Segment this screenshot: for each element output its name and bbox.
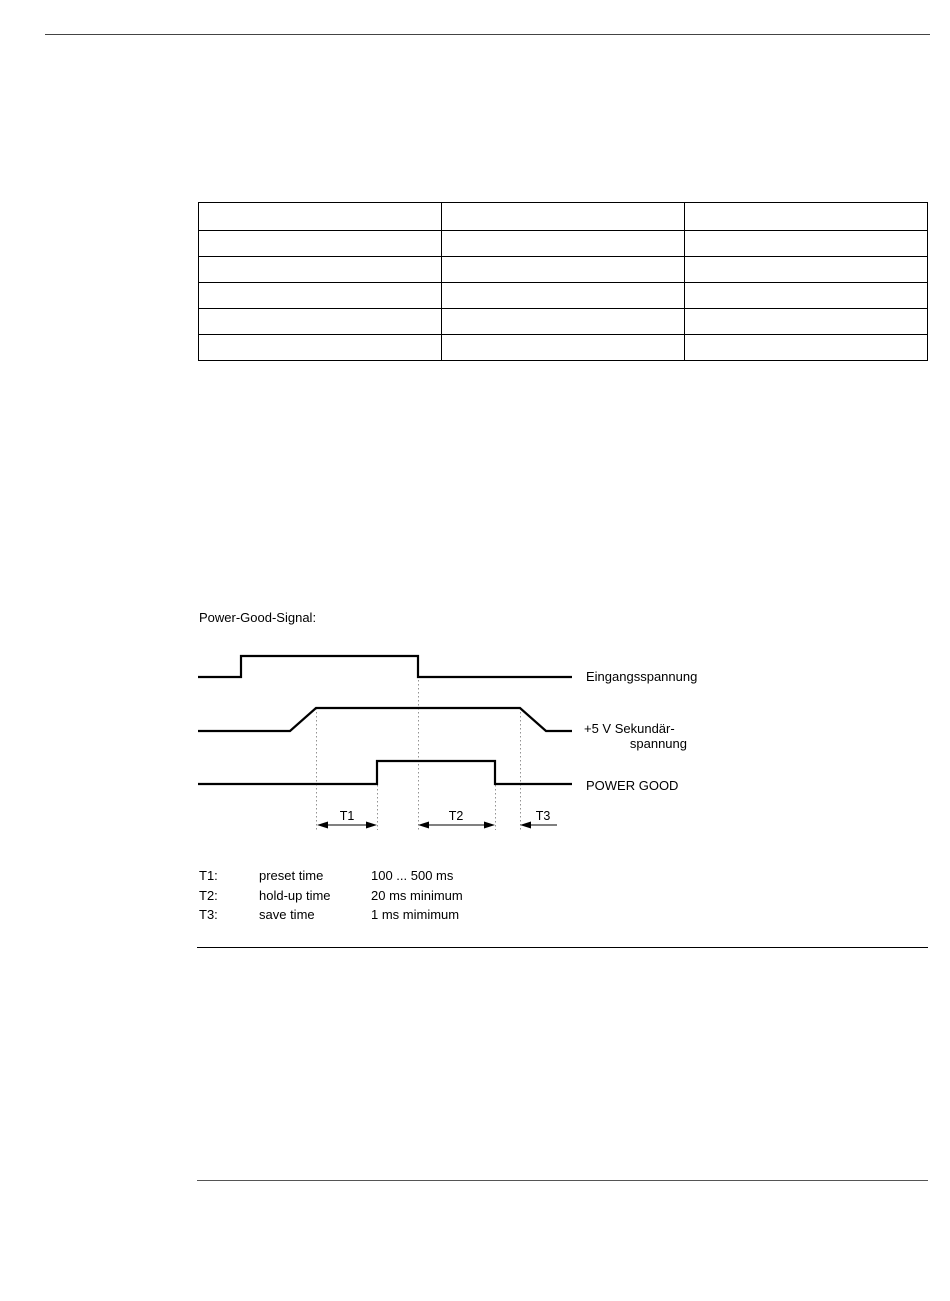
secondary-voltage-label-1: +5 V Sekundär- [584, 721, 675, 736]
t3-arrow-left [520, 822, 531, 829]
t1-arrow-left [317, 822, 328, 829]
legend-value: 1 ms mimimum [371, 907, 460, 922]
t3-label: T3 [535, 809, 551, 823]
input-voltage-label: Eingangsspannung [586, 669, 698, 684]
legend-description: hold-up time [259, 887, 331, 903]
legend-value: 100 ... 500 ms [371, 868, 454, 883]
legend-value: 20 ms minimum [371, 887, 463, 903]
t2-arrow-left [418, 822, 429, 829]
legend-key: T2: [199, 887, 218, 903]
input-voltage-waveform [198, 656, 572, 677]
footer-rule [197, 1180, 928, 1181]
legend-description: preset time [259, 868, 324, 883]
t1-label: T1 [339, 809, 355, 823]
guide-lines [317, 656, 521, 830]
legend-key: T3: [199, 907, 218, 922]
secondary-voltage-label-2: spannung [629, 736, 687, 751]
t1-arrow-right [366, 822, 377, 829]
legend-key: T1: [199, 868, 218, 883]
secondary-voltage-waveform [198, 708, 572, 731]
section-rule [197, 947, 928, 948]
diagram-caption: Power-Good-Signal: [199, 610, 317, 625]
legend-description: save time [259, 907, 315, 922]
power-good-waveform [198, 761, 572, 784]
power-good-label: POWER GOOD [586, 778, 679, 793]
t2-arrow-right [484, 822, 495, 829]
t2-label: T2 [448, 809, 464, 823]
